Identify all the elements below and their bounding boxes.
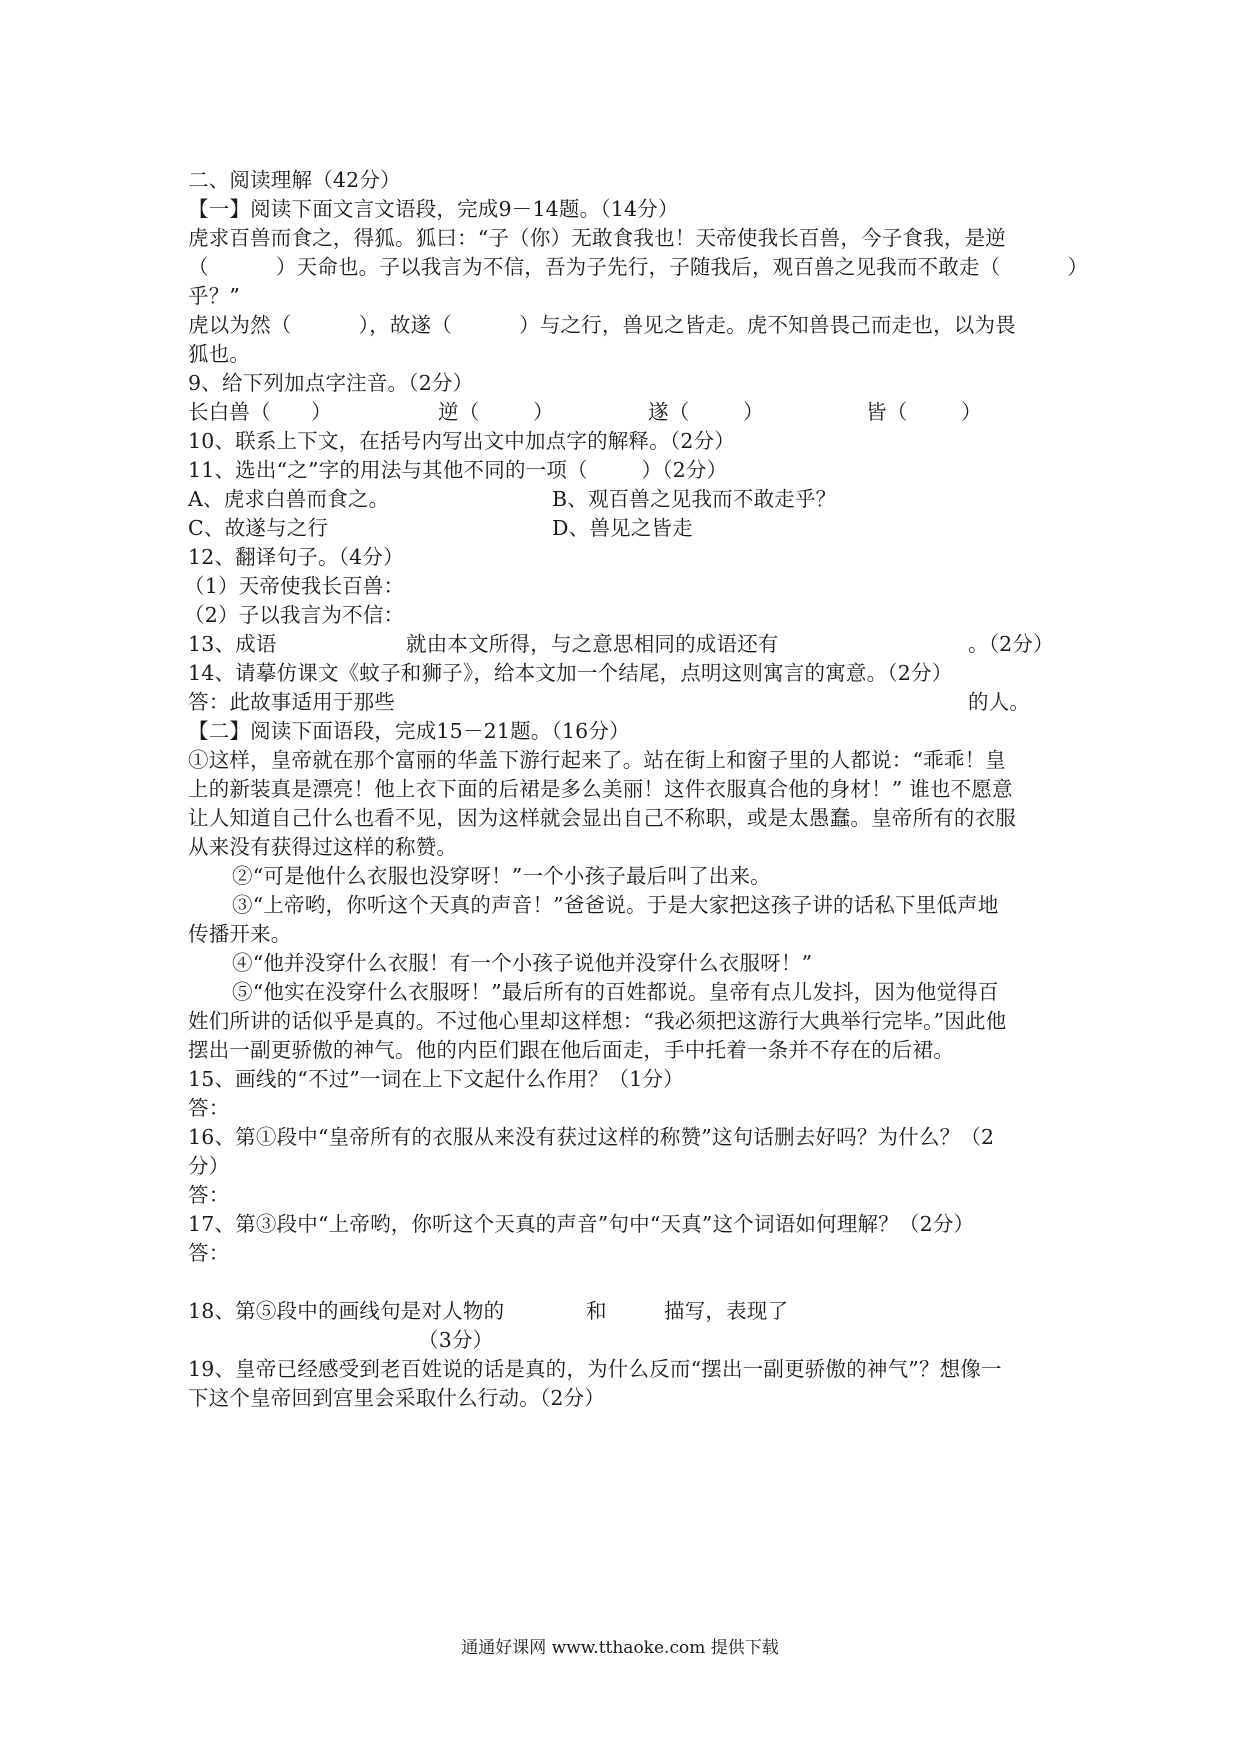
answer-label: 答： bbox=[188, 1183, 230, 1207]
q13-part-c: 。（2分） bbox=[968, 632, 1054, 656]
q18-score: （3分） bbox=[418, 1328, 494, 1352]
passage2-line: 上的新装真是漂亮！他上衣下面的后裙是多么美丽！这件衣服真合他的身材！” 谁也不愿意 bbox=[188, 777, 1013, 801]
q12-item: （1）天帝使我长百兽： bbox=[184, 574, 405, 598]
q19-stem: 19、皇帝已经感受到老百姓说的话是真的，为什么反而“摆出一副更骄傲的神气”？想像一 bbox=[188, 1357, 1002, 1381]
passage1-line: 虎以为然（ ），故遂（ ）与之行，兽见之皆走。虎不知兽畏己而走也，以为畏 bbox=[188, 313, 1016, 337]
passage2-line: ①这样，皇帝就在那个富丽的华盖下游行起来了。站在街上和窗子里的人都说：“乖乖！皇 bbox=[188, 748, 1006, 772]
passage2-line: ⑤“他实在没穿什么衣服呀！”最后所有的百姓都说。皇帝有点儿发抖，因为他觉得百 bbox=[232, 980, 999, 1004]
q9-item: 逆（ ） bbox=[438, 400, 554, 424]
q12-item: （2）子以我言为不信： bbox=[184, 603, 405, 627]
q18-part-b: 和 bbox=[586, 1299, 607, 1323]
q17-stem: 17、第③段中“上帝哟，你听这个天真的声音”句中“天真”这个词语如何理解？（2分） bbox=[188, 1212, 975, 1236]
page-footer: 通通好课网 www.tthaoke.com 提供下载 bbox=[461, 1638, 779, 1658]
q13-part-b: 就由本文所得，与之意思相同的成语还有 bbox=[406, 632, 779, 656]
passage2-line: 姓们所讲的话似乎是真的。不过他心里却这样想：“我必须把这游行大典举行完毕。”因此他 bbox=[188, 1009, 1007, 1033]
passage1-line: 虎求百兽而食之，得狐。狐曰：“子（你）无敢食我也！天帝使我长百兽，今子食我，是逆 bbox=[188, 226, 1006, 250]
passage2-line: 传播开来。 bbox=[188, 922, 292, 946]
q16-stem: 16、第①段中“皇帝所有的衣服从来没有获过这样的称赞”这句话删去好吗？为什么？（2 bbox=[188, 1125, 995, 1149]
section-title: 二、阅读理解（42分） bbox=[188, 168, 401, 192]
answer-label: 答： bbox=[188, 1096, 230, 1120]
passage1-line: （ ）天命也。子以我言为不信，吾为子先行，子随我后，观百兽之见我而不敢走（ ） bbox=[188, 255, 1089, 279]
part2-header: 【二】阅读下面语段，完成15－21题。（16分） bbox=[188, 719, 630, 743]
q15-stem: 15、画线的“不过”一词在上下文起什么作用？（1分） bbox=[188, 1067, 684, 1091]
passage2-line: ④“他并没穿什么衣服！有一个小孩子说他并没穿什么衣服呀！” bbox=[232, 951, 813, 975]
q9-item: 皆（ ） bbox=[866, 400, 982, 424]
passage1-line: 狐也。 bbox=[188, 342, 251, 366]
q18-part-c: 描写，表现了 bbox=[664, 1299, 789, 1323]
answer-label: 答： bbox=[188, 1241, 230, 1265]
passage2-line: 让人知道自己什么也看不见，因为这样就会显出自己不称职，或是太愚蠢。皇帝所有的衣服 bbox=[188, 806, 1016, 830]
q18-part-a: 18、第⑤段中的画线句是对人物的 bbox=[188, 1299, 505, 1323]
q10-stem: 10、联系上下文，在括号内写出文中加点字的解释。（2分） bbox=[188, 429, 735, 453]
q11-option-b: B、观百兽之见我而不敢走乎？ bbox=[552, 487, 837, 511]
passage2-line: 从来没有获得过这样的称赞。 bbox=[188, 835, 458, 859]
q14-answer-a: 答：此故事适用于那些 bbox=[188, 690, 395, 714]
q11-option-c: C、故遂与之行 bbox=[188, 516, 329, 540]
q16-stem: 分） bbox=[188, 1154, 230, 1178]
q14-answer-b: 的人。 bbox=[968, 690, 1031, 714]
q14-stem: 14、请摹仿课文《蚊子和狮子》，给本文加一个结尾，点明这则寓言的寓意。（2分） bbox=[188, 661, 953, 685]
part1-header: 【一】阅读下面文言文语段，完成9－14题。（14分） bbox=[188, 197, 679, 221]
q13-part-a: 13、成语 bbox=[188, 632, 277, 656]
q11-stem: 11、选出“之”字的用法与其他不同的一项（ ）（2分） bbox=[188, 458, 728, 482]
q11-option-d: D、兽见之皆走 bbox=[552, 516, 693, 540]
q9-item: 遂（ ） bbox=[648, 400, 764, 424]
passage1-line: 乎？” bbox=[188, 284, 241, 308]
q12-stem: 12、翻译句子。（4分） bbox=[188, 545, 404, 569]
passage2-line: ②“可是他什么衣服也没穿呀！”一个小孩子最后叫了出来。 bbox=[232, 864, 771, 888]
q9-item: 长白兽（ ） bbox=[188, 400, 332, 424]
q19-stem: 下这个皇帝回到宫里会采取什么行动。（2分） bbox=[188, 1386, 605, 1410]
q9-stem: 9、给下列加点字注音。（2分） bbox=[188, 371, 474, 395]
passage2-line: ③“上帝哟，你听这个天真的声音！”爸爸说。于是大家把这孩子讲的话私下里低声地 bbox=[232, 893, 999, 917]
passage2-line: 摆出一副更骄傲的神气。他的内臣们跟在他后面走，手中托着一条并不存在的后裙。 bbox=[188, 1038, 954, 1062]
q11-option-a: A、虎求白兽而食之。 bbox=[188, 487, 390, 511]
